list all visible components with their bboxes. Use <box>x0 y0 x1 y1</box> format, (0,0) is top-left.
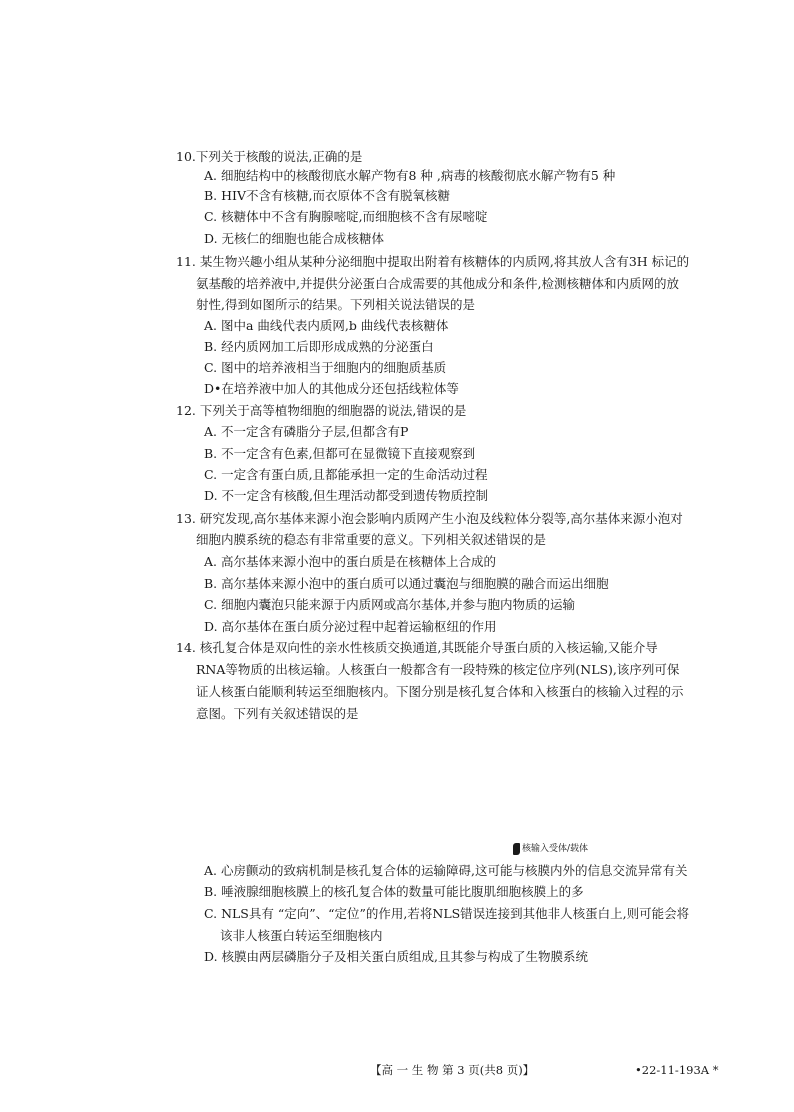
question-14-option-d: D. 核膜由两层磷脂分子及相关蛋白质组成,且其参与构成了生物膜系统 <box>204 949 588 964</box>
figure-legend <box>513 843 588 855</box>
question-11-stem-line-1: 11. 某生物兴趣小组从某种分泌细胞中提取出附着有核糖体的内质网,将其放人含有3H 标记的 <box>176 254 690 269</box>
question-11-option-d: D•在培养液中加人的其他成分还包括线粒体等 <box>204 381 459 396</box>
question-14-option-c-cont: 该非人核蛋白转运至细胞核内 <box>220 928 383 943</box>
question-12-stem: 12. 下列关于高等植物细胞的细胞器的说法,错误的是 <box>176 403 467 418</box>
question-11-option-c: C. 图中的培养液相当于细胞内的细胞质基质 <box>204 360 447 375</box>
question-13-option-c: C. 细胞内囊泡只能来源于内质网或高尔基体,并参与胞内物质的运输 <box>204 597 576 612</box>
question-14-stem-line-3: 证人核蛋白能顺利转运至细胞核内。下图分别是核孔复合体和入核蛋白的核输入过程的示 <box>196 684 684 699</box>
question-11-stem-line-2: 氨基酸的培养液中,并提供分泌蛋白合成需要的其他成分和条件,检测核糖体和内质网的放 <box>196 276 679 291</box>
question-14-stem-line-4: 意图。下列有关叙述错误的是 <box>196 706 359 721</box>
question-10-option-a: A. 细胞结构中的核酸彻底水解产物有8 种 ,病毒的核酸彻底水解产物有5 种 <box>204 168 616 183</box>
page-footer-code: •22-11-193A * <box>635 1063 719 1077</box>
question-12-option-b: B. 不一定含有色素,但都可在显微镜下直接观察到 <box>204 446 476 461</box>
question-10-stem: 10.下列关于核酸的说法,正确的是 <box>176 149 363 164</box>
question-10-option-c: C. 核糖体中不含有胸腺嘧啶,而细胞核不含有尿嘧啶 <box>204 209 488 224</box>
question-13-option-a: A. 高尔基体来源小泡中的蛋白质是在核糖体上合成的 <box>204 554 496 569</box>
question-14-option-b: B. 唾液腺细胞核膜上的核孔复合体的数量可能比腹肌细胞核膜上的多 <box>204 884 584 899</box>
question-12-option-d: D. 不一定含有核酸,但生理活动都受到遗传物质控制 <box>204 488 488 503</box>
figure-legend-label: 核输入受体/载体 <box>522 844 589 854</box>
question-13-option-b: B. 高尔基体来源小泡中的蛋白质可以通过囊泡与细胞膜的融合而运出细胞 <box>204 576 609 591</box>
question-10-option-d: D. 无核仁的细胞也能合成核糖体 <box>204 231 385 246</box>
question-13-option-d: D. 高尔基体在蛋白质分泌过程中起着运输枢纽的作用 <box>204 619 497 634</box>
question-11-option-b: B. 经内质网加工后即形成成熟的分泌蛋白 <box>204 339 434 354</box>
question-13-stem-line-2: 细胞内膜系统的稳态有非常重要的意义。下列相关叙述错误的是 <box>196 532 547 547</box>
question-12-option-a: A. 不一定含有磷脂分子层,但都含有P <box>204 424 409 439</box>
question-14-stem-line-1: 14. 核孔复合体是双向性的亲水性核质交换通道,其既能介导蛋白质的入核运输,又能介导 <box>176 640 658 655</box>
receptor-carrier-icon <box>513 843 520 855</box>
question-11-option-a: A. 图中a 曲线代表内质网,b 曲线代表核糖体 <box>204 318 449 333</box>
question-10-option-b: B. HIV不含有核糖,而衣原体不含有脱氧核糖 <box>204 188 450 203</box>
question-14-stem-line-2: RNA等物质的出核运输。人核蛋白一般都含有一段特殊的核定位序列(NLS),该序列可保 <box>196 662 680 677</box>
question-13-stem-line-1: 13. 研究发现,高尔基体来源小泡会影响内质网产生小泡及线粒体分裂等,高尔基体来源小泡对 <box>176 511 683 526</box>
page-footer-label: 【高 一 生 物 第 3 页(共8 页)】 <box>370 1063 535 1077</box>
question-14-option-c: C. NLS具有 “定向”、“定位”的作用,若将NLS错误连接到其他非人核蛋白上,则可能会将 <box>204 906 690 921</box>
question-14-option-a: A. 心房颤动的致病机制是核孔复合体的运输障碍,这可能与核膜内外的信息交流异常有关 <box>204 863 688 878</box>
question-11-stem-line-3: 射性,得到如图所示的结果。下列相关说法错误的是 <box>196 297 475 312</box>
question-12-option-c: C. 一定含有蛋白质,且都能承担一定的生命活动过程 <box>204 467 488 482</box>
